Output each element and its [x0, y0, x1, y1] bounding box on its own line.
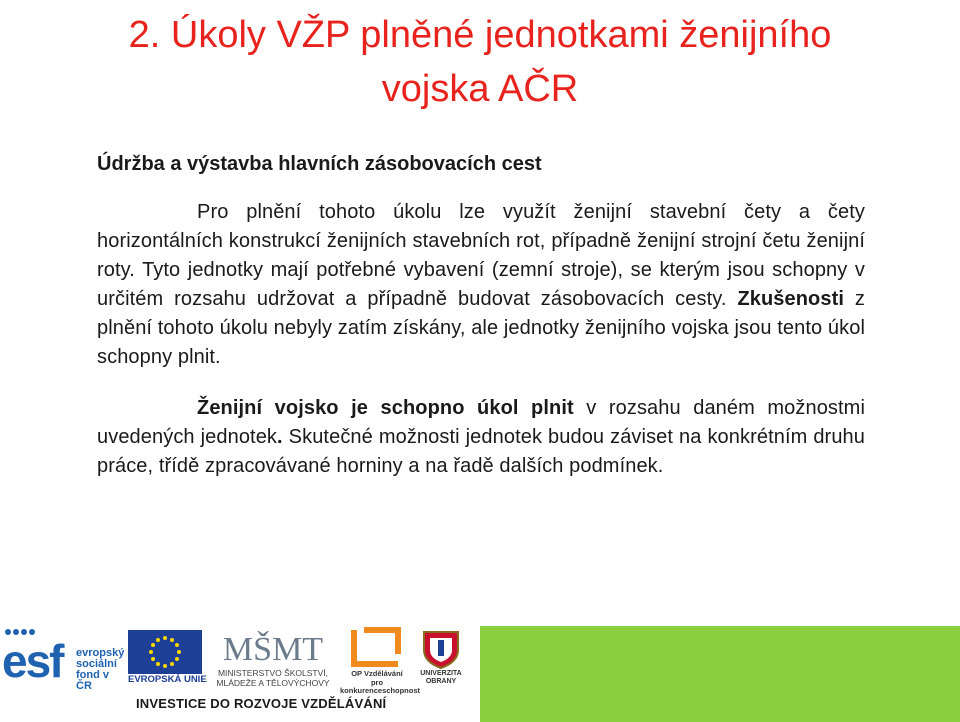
eu-flag-icon — [128, 630, 202, 674]
msmt-caption — [206, 668, 340, 688]
esf-caption-line-2: sociální — [76, 658, 117, 670]
uo-caption-line-2: OBRANY — [425, 678, 457, 685]
paragraph-2 — [97, 394, 865, 481]
univerzita-obrany-logo — [414, 626, 468, 688]
opvk-caption — [340, 669, 421, 696]
slide-content — [97, 150, 865, 481]
msmt-caption-line-1: MINISTERSTVO ŠKOLSTVÍ, — [217, 668, 329, 678]
opvk-caption-line-2: pro konkurenceschopnost — [340, 677, 421, 695]
section-subheading: Údržba a výstavba hlavních zásobovacích cest — [97, 153, 542, 175]
paragraph-2-bold-a: Ženijní vojsko je schopno úkol plnit — [197, 397, 574, 419]
eu-label: EVROPSKÁ UNIE — [128, 674, 207, 685]
esf-caption-line-3: fond v ČR — [76, 669, 109, 692]
uo-caption — [414, 670, 468, 686]
paragraph-1-text-b: z plnění tohoto úkolu nebyly zatím získány, ale jednotky ženijního vojska jsou tento úkol schopny plnit. — [97, 288, 866, 368]
slide-title-line-2: vojska AČR — [381, 68, 579, 110]
esf-logo-text: esf — [2, 635, 63, 687]
paragraph-1 — [97, 198, 865, 372]
opvk-emblem-icon — [340, 626, 412, 670]
slide-title-line-1: 2. Úkoly VŽP plněné jednotkami ženijního — [128, 14, 832, 56]
paragraph-2-bold-b: . — [277, 426, 283, 448]
paragraph-2-text-a: v rozsahu daném možnostmi uvedených jednotek — [97, 397, 865, 448]
university-crest-icon — [414, 626, 468, 670]
eu-stars-icon — [128, 630, 202, 674]
paragraph-2-text-b: Skutečné možnosti jednotek budou záviset na konkrétním druhu práce, třídě zpracovávané horniny a na řadě dalších podmínek. — [97, 426, 865, 477]
esf-logo-caption — [76, 648, 124, 692]
uo-caption-line-1: UNIVERZITA — [420, 670, 462, 677]
paragraph-1-text-a: Pro plnění tohoto úkolu lze využít ženijní stavební čety a čety horizontálních konstrukcí ženijních stavebních rot, případně ženijní strojní četu ženijní roty. Tyto jednotky mají potřebné vybavení (zemní stroje), se kterým jsou schopny v určitém rozsahu udržovat a případně budovat zásobovacích cesty. — [97, 201, 865, 310]
opvk-caption-line-1: OP Vzdělávání — [351, 669, 403, 678]
msmt-caption-line-2: MLÁDEŽE A TĚLOVÝCHOVY — [216, 678, 330, 688]
slide-title — [40, 8, 920, 116]
opvk-logo — [340, 626, 421, 695]
eu-logo — [128, 630, 207, 685]
msmt-logo — [206, 626, 340, 688]
msmt-logo-text: MŠMT — [222, 631, 324, 668]
investice-slogan: INVESTICE DO ROZVOJE VZDĚLÁVÁNÍ — [136, 696, 387, 711]
msmt-emblem-icon — [206, 626, 340, 668]
esf-caption-line-1: evropský — [76, 647, 125, 659]
esf-logo — [2, 628, 125, 692]
footer-green-block — [480, 626, 960, 722]
paragraph-1-bold: Zkušenosti — [737, 288, 845, 310]
